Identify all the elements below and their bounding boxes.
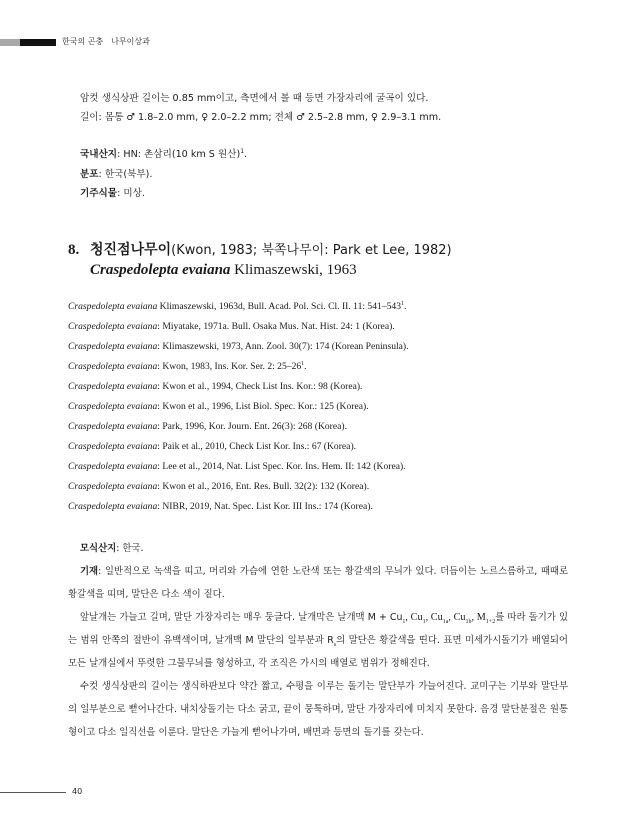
synonym-item	[68, 300, 406, 313]
synonym-name: Craspedolepta evaiana	[68, 481, 158, 492]
wing-paragraph	[68, 606, 568, 675]
synonym-name: Craspedolepta evaiana	[68, 501, 158, 512]
synonym-ref: : Paik et al., 2010, Check List Kor. Ins.: 67 (Korea).	[157, 441, 357, 452]
synonym-item	[68, 340, 409, 353]
synonym-ref: : Lee et al., 2014, Nat. List Spec. Kor. Ins. Hem. II: 142 (Korea).	[157, 461, 406, 472]
synonym-end: .	[404, 301, 407, 312]
host-plant	[80, 187, 145, 201]
description	[68, 537, 568, 744]
header-bar-gray	[0, 39, 20, 46]
synonym-ref: Klimaszewski, 1963d, Bull. Acad. Pol. Sci. Cl. II. 11: 541–543	[157, 301, 402, 312]
korean-name-note: (Kwon, 1983; 북쪽나무이: Park et Lee, 1982)	[171, 243, 452, 258]
synonym-ref: : Miyatake, 1971a. Bull. Osaka Mus. Nat. Hist. 24: 1 (Korea).	[157, 321, 395, 332]
distribution-value: : 한국(북부).	[98, 169, 153, 180]
chapter-title: 나무이상과	[111, 37, 150, 46]
domestic-end: .	[244, 149, 248, 160]
synonym-ref: : Kwon et al., 1996, List Biol. Spec. Kor.: 125 (Korea).	[157, 401, 369, 412]
book-title: 한국의 곤충	[62, 37, 104, 46]
wing-sub: 1a	[442, 619, 449, 626]
synonym-name: Craspedolepta evaiana	[68, 341, 158, 352]
scientific-heading	[90, 260, 357, 280]
wing-text: , Cu	[448, 612, 466, 623]
wing-sub: 1+2	[485, 619, 496, 626]
synonym-item	[68, 460, 406, 473]
synonym-name: Craspedolepta evaiana	[68, 441, 158, 452]
page-number: 40	[72, 787, 83, 796]
genitalia-paragraph: 암컷 생식상판 길이는 0.85 mm이고, 측면에서 볼 때 등면 가장자리에 굴곡이 있다.	[80, 93, 429, 104]
synonym-item	[68, 360, 307, 373]
domestic-locality	[80, 148, 247, 162]
type-locality	[68, 537, 568, 560]
synonym-name: Craspedolepta evaiana	[68, 461, 158, 472]
scientific-name: Craspedolepta evaiana	[90, 262, 231, 278]
species-heading	[68, 240, 452, 261]
host-label: 기주식물	[80, 188, 118, 199]
wing-sub: 1b	[465, 619, 472, 626]
running-head-text	[62, 36, 150, 47]
synonym-item	[68, 420, 347, 433]
synonym-ref: : Kwon, 1983, Ins. Kor. Ser. 2: 25–26	[157, 361, 302, 372]
wing-text: , Cu	[425, 612, 443, 623]
synonym-item	[68, 400, 369, 413]
synonym-sup: 1	[401, 300, 405, 307]
description-text: : 일반적으로 녹색을 띠고, 머리와 가슴에 연한 노란색 또는 황갈색의 무늬가 있다. 더듬이는 노르스름하고, 때때로 황갈색을 띠며, 말단은 다소 색이 짙다.	[68, 566, 568, 600]
synonym-ref: : Kwon et al., 1994, Check List Ins. Kor.: 98 (Korea).	[157, 381, 363, 392]
male-genitalia-paragraph: 수컷 생식상판의 길이는 생식하판보다 약간 짧고, 수평을 이루는 돌기는 말단부가 가늘어진다. 교미구는 기부와 말단부의 일부분으로 뻗어나간다. 내치상돌기는 다소 굵고, 끝이 뭉툭하며, 말단 가장자리에 미치지 못한다. 음경 말단분절은 원통형이고 다소 일직선을 이룬다. 말단은 가늘게 뻗어나가며, 배면과 등면의 돌기를 갖는다.	[68, 681, 568, 738]
wing-text: 의 말단은 황갈색을 띤다. 표면 미세가시돌기가 배열되어 모든 날개실에서 뚜렷한 그물무늬를 형성하고, 각 조직은 가시의 배열로 범위가 정해진다.	[68, 635, 568, 669]
synonym-end: .	[304, 361, 307, 372]
type-locality-label: 모식산지	[80, 543, 117, 554]
description-label: 기재	[80, 566, 99, 577]
korean-name: 청진점나무이	[90, 242, 172, 258]
domestic-ref: 1	[240, 147, 245, 155]
domestic-label: 국내산지	[80, 149, 118, 160]
synonym-name: Craspedolepta evaiana	[68, 301, 158, 312]
type-locality-value: : 한국.	[116, 543, 144, 554]
wing-text: , M	[471, 612, 486, 623]
wing-text: , Cu	[405, 612, 423, 623]
synonym-ref: : NIBR, 2019, Nat. Spec. List Kor. III Ins.: 174 (Korea).	[157, 501, 373, 512]
length-paragraph: 길이: 몸통 ♂ 1.8–2.0 mm, ♀ 2.0–2.2 mm; 전체 ♂ 2.5–2.8 mm, ♀ 2.9–3.1 mm.	[80, 112, 442, 123]
wing-text: 앞날개는 가늘고 길며, 말단 가장자리는 매우 둥글다. 날개막은 날개맥 M + Cu	[80, 612, 403, 623]
synonym-item	[68, 320, 395, 333]
distribution	[80, 168, 152, 182]
species-number: 8.	[68, 242, 80, 258]
synonym-name: Craspedolepta evaiana	[68, 401, 158, 412]
domestic-value: : HN: 촌삼리(10 km S 원산)	[117, 149, 241, 160]
distribution-label: 분포	[80, 169, 99, 180]
synonym-sup: 1	[301, 360, 305, 367]
synonym-name: Craspedolepta evaiana	[68, 421, 158, 432]
wing-text: 를 따라 돌기가 있는 범위 안쪽의 절반이 유백색이며, 날개맥 M 말단의 일부분과 R	[68, 612, 569, 646]
synonym-ref: : Park, 1996, Kor. Journ. Ent. 26(3): 268 (Korea).	[157, 421, 347, 432]
synonym-item	[68, 500, 373, 513]
synonym-item	[68, 380, 362, 393]
synonym-name: Craspedolepta evaiana	[68, 321, 158, 332]
wing-sub: 1	[402, 619, 406, 626]
species-author: Klimaszewski, 1963	[234, 262, 357, 278]
synonym-ref: : Klimaszewski, 1973, Ann. Zool. 30(7): 174 (Korean Peninsula).	[157, 341, 409, 352]
footer-rule	[0, 792, 66, 793]
wing-sub: s	[333, 642, 337, 649]
synonym-name: Craspedolepta evaiana	[68, 361, 158, 372]
host-value: : 미상.	[117, 188, 145, 199]
description-paragraph	[68, 560, 568, 606]
running-header	[0, 36, 400, 48]
synonym-item	[68, 440, 356, 453]
synonym-name: Craspedolepta evaiana	[68, 381, 158, 392]
synonym-item	[68, 480, 369, 493]
header-bar-black	[20, 39, 56, 46]
wing-sub: 1	[422, 619, 426, 626]
synonym-ref: : Kwon et al., 2016, Ent. Res. Bull. 32(2): 132 (Korea).	[157, 481, 370, 492]
